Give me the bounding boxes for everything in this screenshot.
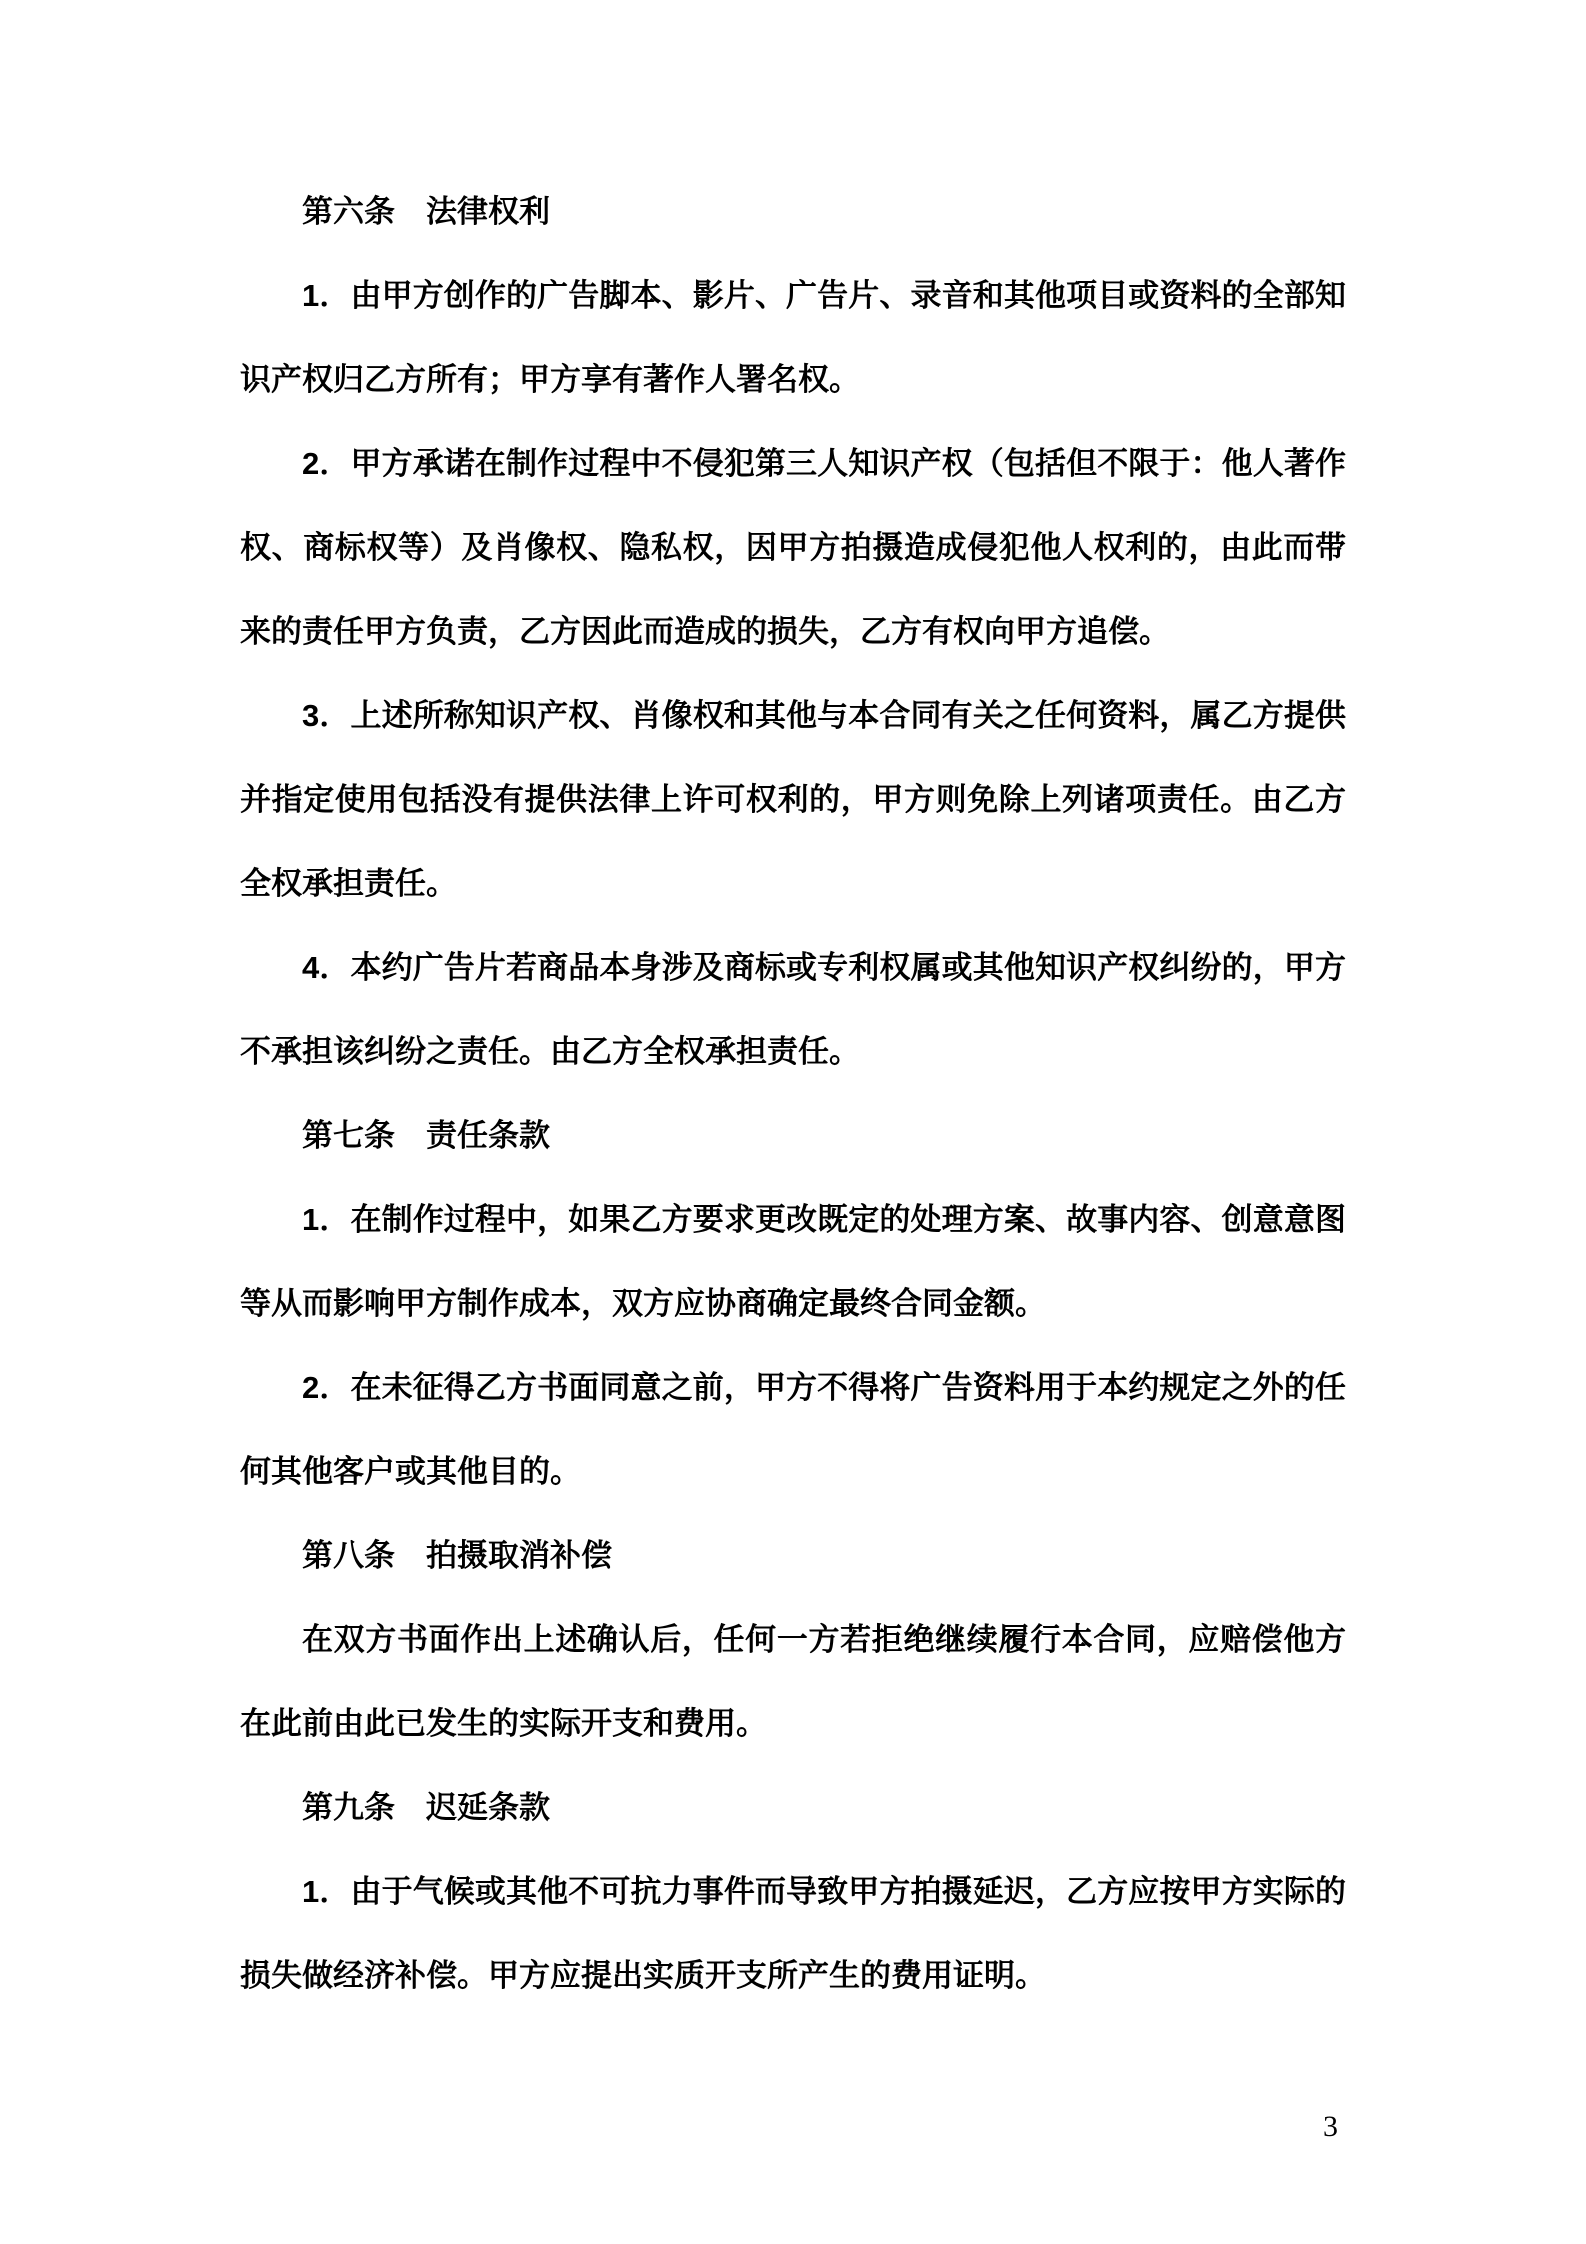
- clause-9-heading: 第九条 迟延条款: [302, 1790, 550, 1825]
- clause-6-item-4: 4．本约广告片若商品本身涉及商标或专利权属或其他知识产权纠纷的，甲方不承担该纠纷之责任。由乙方全权承担责任。: [240, 950, 1346, 1069]
- clause-7-item-2: 2．在未征得乙方书面同意之前，甲方不得将广告资料用于本约规定之外的任何其他客户或其他目的。: [240, 1370, 1346, 1489]
- clause-7-heading: 第七条 责任条款: [302, 1118, 550, 1153]
- clause-8-paragraph: 在双方书面作出上述确认后，任何一方若拒绝继续履行本合同，应赔偿他方在此前由此已发生的实际开支和费用。: [240, 1622, 1346, 1741]
- clause-6-heading: 第六条 法律权利: [302, 194, 550, 229]
- clause-6-item-3: 3．上述所称知识产权、肖像权和其他与本合同有关之任何资料，属乙方提供并指定使用包括没有提供法律上许可权利的，甲方则免除上列诸项责任。由乙方全权承担责任。: [240, 698, 1346, 901]
- page-number: 3: [1323, 2110, 1338, 2143]
- clause-6-item-1: 1．由甲方创作的广告脚本、影片、广告片、录音和其他项目或资料的全部知识产权归乙方所有；甲方享有著作人署名权。: [240, 278, 1346, 397]
- clause-6-item-2: 2．甲方承诺在制作过程中不侵犯第三人知识产权（包括但不限于：他人著作权、商标权等）及肖像权、隐私权，因甲方拍摄造成侵犯他人权利的，由此而带来的责任甲方负责，乙方因此而造成的损失，乙方有权向甲方追偿。: [240, 446, 1346, 649]
- contract-body: [240, 170, 1346, 2018]
- clause-8-heading: 第八条 拍摄取消补偿: [302, 1538, 612, 1573]
- clause-7-item-1: 1．在制作过程中，如果乙方要求更改既定的处理方案、故事内容、创意意图等从而影响甲方制作成本，双方应协商确定最终合同金额。: [240, 1202, 1346, 1321]
- clause-9-item-1: 1．由于气候或其他不可抗力事件而导致甲方拍摄延迟，乙方应按甲方实际的损失做经济补偿。甲方应提出实质开支所产生的费用证明。: [240, 1874, 1346, 1993]
